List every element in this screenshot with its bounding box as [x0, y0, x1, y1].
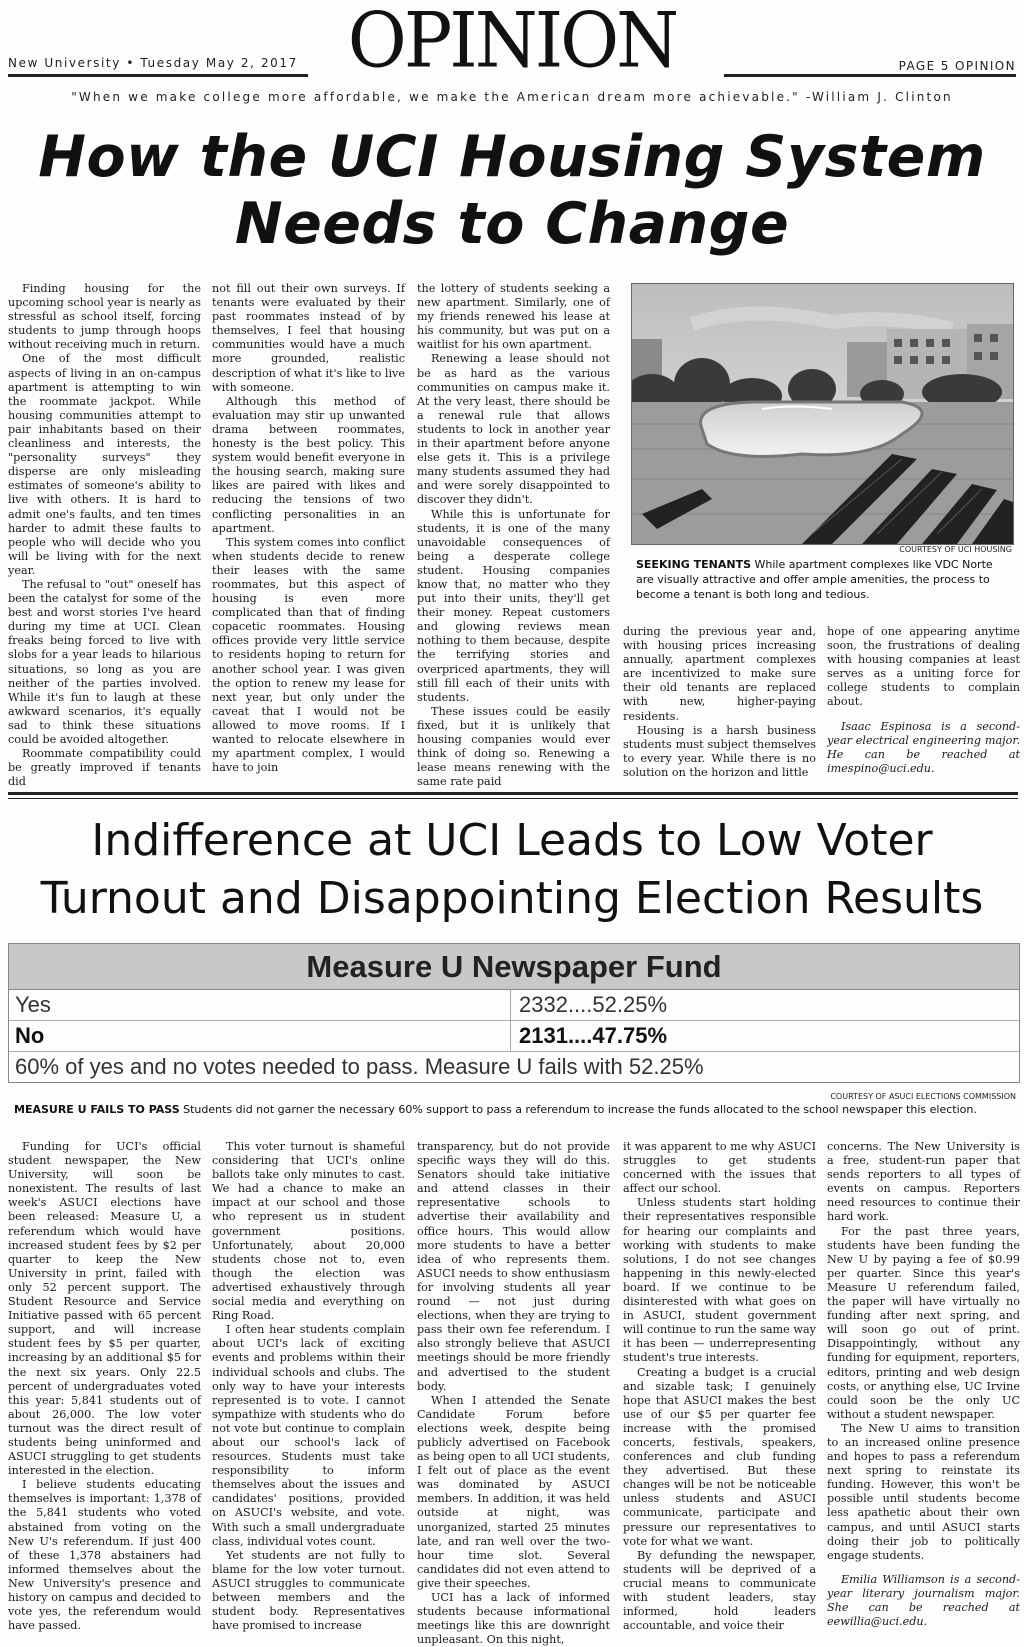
- caption-lead: MEASURE U FAILS TO PASS: [14, 1103, 180, 1116]
- paragraph: One of the most difficult aspects of living in an on-campus apartment is attempting to win the roommate jackpot. While housing communities attempt to pair inhabitants based on their cleanliness and interests, the "personality surveys" they disperse are only misleading estimates of someone's ability to live with others. It is hard to admit one's faults, and ten times harder to admit these faults to people who will decide who you will be living with for the next year.: [8, 352, 201, 577]
- paragraph: transparency, but do not provide specific ways they will do this. Senators should take initiative and attend classes in their representative schools to advertise their availability and office hours. This would allow more students to have a better idea of who represents them. ASUCI needs to show enthusiasm for involving students all year round — not just during elections, when they are trying to pass their own fee referendum. I also strongly believe that ASUCI meetings should be more friendly and advertised to the student body.: [417, 1140, 610, 1393]
- article2-column-2: [212, 1140, 405, 1633]
- paragraph: This system comes into conflict when students decide to renew their leases with the same roommates, but this aspect of housing is even more complicated than that of finding copacetic roommates. Housing offices provide very little service to residents hoping to return for another school year. I was given the option to renew my lease for next year, but only under the caveat that I would not be allowed to move rooms. If I wanted to relocate elsewhere in my apartment complex, I would have to join: [212, 535, 405, 775]
- table-row: [9, 990, 1019, 1021]
- paragraph: When I attended the Senate Candidate Forum before elections week, despite being publicly advertised on Facebook as being open to all UCI students, I felt out of place as the event was dominated by ASUCI members. In addition, it was held outside at night, was unorganized, started 25 minutes late, and ran well over the two-hour time slot. Several candidates did not even attend to give their speeches.: [417, 1393, 610, 1590]
- photo-caption: [636, 557, 1012, 602]
- article1-column-3: [417, 282, 610, 789]
- paragraph: This voter turnout is shameful considering that UCI's online ballots take only minutes to cast. We had a chance to make an impact at our school and those who represent us in student government positions. Unfortunately, about 20,000 students chose not to, even though the election was advertised exhaustively through social media and everything on Ring Road.: [212, 1140, 405, 1323]
- paragraph: The New U aims to transition to an increased online presence and hopes to pass a referendum next spring to reinstate its funding. However, this won't be possible until students become less apathetic about their own campus, and until ASUCI starts doing their job to politically engage students.: [827, 1421, 1020, 1562]
- paragraph: UCI has a lack of informed students because informational meetings like this are downright unpleasant. On this night,: [417, 1591, 610, 1647]
- article2-column-4: [623, 1140, 816, 1633]
- paragraph: Renewing a lease should not be as hard as the various communities on campus make it. At the very least, there should be a renewal rule that allows students to lock in another year in their apartment before anyone else gets it. This is a privilege many students assumed they had and were sorely disappointed to discover they didn't.: [417, 352, 610, 507]
- article2-headline: [0, 812, 1024, 928]
- paragraph: not fill out their own surveys. If tenants were evaluated by their past roommates instead of by themselves, I feel that housing communities would have a much more grounded, realistic description of what it's like to live with someone.: [212, 282, 405, 394]
- paragraph: concerns. The New University is a free, student-run paper that sends reporters to all types of events on campus. Reporters need resources to continue their hard work.: [827, 1140, 1020, 1224]
- article1-column-4: [623, 625, 816, 780]
- paragraph: I believe students educating themselves is important: 1,378 of the 5,841 students who voted abstained from voting on the New U's referendum. If just 400 of these 1,378 abstainers had informed themselves about the New University's presence and history on campus and decided to vote yes, the referendum would have passed.: [8, 1478, 201, 1633]
- paragraph: Although this method of evaluation may stir up unwanted drama between roommates, honesty is the best policy. This system would benefit everyone in the housing search, making sure likes are paired with likes and reducing the tensions of two conflicting personalities in an apartment.: [212, 394, 405, 535]
- paragraph: hope of one appearing anytime soon, the frustrations of dealing with housing companies at least serves as a uniting force for college students to complain about.: [827, 625, 1020, 709]
- table-caption: [14, 1102, 1018, 1117]
- section-title: OPINION: [347, 0, 677, 85]
- article2-column-1: [8, 1140, 201, 1633]
- masthead-rule-right: [724, 74, 1016, 77]
- election-results-table: [8, 943, 1020, 1083]
- paragraph: Unless students start holding their representatives responsible for hearing our complaints and working with students to make solutions, I do not see changes happening in this newly-elected board. If we continue to be disinterested with what goes on in ASUCI, student government will continue to run the same way it has been — underrepresenting student's true interests.: [623, 1196, 816, 1365]
- paragraph: Finding housing for the upcoming school year is nearly as stressful as school itself, forcing students to jump through hoops without receiving much in return.: [8, 282, 201, 352]
- paragraph: By defunding the newspaper, students will be deprived of a crucial means to communicate with student leaders, stay informed, hold leaders accountable, and voice their: [623, 1548, 816, 1633]
- paragraph: the lottery of students seeking a new apartment. Similarly, one of my friends renewed his lease at his community, but was put on a waitlist for his own apartment.: [417, 282, 610, 352]
- table-row: [9, 1021, 1019, 1052]
- paragraph: Funding for UCI's official student newspaper, the New University, will soon be nonexistent. The results of last week's ASUCI elections have been released: Measure U, a referendum which would have increased student fees by $2 per quarter to keep the New University in print, failed with only 52 percent support. The Student Resource and Service Initiative passed with 65 percent support, and will increase student fees by $5 per quarter, increasing by an additional $5 for the next six years. Only 22.5 percent of undergraduates voted this year: 5,841 students out of about 26,000. The low voter turnout was the direct result of students being uninformed and ASUCI struggling to get students interested in the election.: [8, 1140, 201, 1478]
- apartment-pool-photo: [631, 283, 1014, 545]
- paragraph: Creating a budget is a crucial and sizable task; I genuinely hope that ASUCI makes the best use of our $5 per quarter fee increase with the promised concerts, festivals, speakers, conferences and club funding they advertised. But these changes will be not be noticeable unless students and ASUCI communicate, participate and pressure our representatives to vote for what we want.: [623, 1365, 816, 1548]
- paragraph: The refusal to "out" oneself has been the catalyst for some of the best and worst stories I've heard during my time at UCI. Clean freaks being forced to live with slobs for a year leads to hilarious situations, so long as you are neither of the parties involved. While it's fun to laugh at these awkward scenarios, it's equally sad to think these situations could be avoided altogether.: [8, 577, 201, 746]
- article2-column-5: [827, 1140, 1020, 1629]
- table-cell-label: No: [9, 1021, 511, 1051]
- author-byline: Emilia Williamson is a second-year literary journalism major. She can be reached at eewillia@uci.edu.: [827, 1572, 1020, 1629]
- masthead-quote: "When we make college more affordable, we make the American dream more achievable." -William J. Clinton: [71, 90, 953, 104]
- paragraph: Housing is a harsh business students must subject themselves to every year. While there is no solution on the horizon and little: [623, 723, 816, 779]
- caption-lead: SEEKING TENANTS: [636, 558, 752, 571]
- article1-headline-line1: How the UCI Housing System: [38, 124, 986, 190]
- table-title: Measure U Newspaper Fund: [9, 944, 1019, 990]
- paragraph: I often hear students complain about UCI's lack of exciting events and problems within their individual schools and clubs. The only way to have your interests represented is to vote. I cannot sympathize with students who do not vote but continue to complain about our school's lack of resources. Students must take responsibility to inform themselves about the issues and candidates' positions, provided on ASUCI's website, and vote. With such a small undergraduate class, individual votes count.: [212, 1323, 405, 1548]
- table-cell-value: 2131....47.75%: [519, 1023, 668, 1048]
- article2-column-3: [417, 1140, 610, 1647]
- paragraph: Yet students are not fully to blame for the low voter turnout. ASUCI struggles to communicate between members and the student body. Representatives have promised to increase: [212, 1548, 405, 1633]
- author-byline: Isaac Espinosa is a second-year electrical engineering major. He can be reached at imespino@uci.edu.: [827, 719, 1020, 775]
- article2-headline-line2: Turnout and Disappointing Election Results: [40, 873, 984, 924]
- article1-column-2: [212, 282, 405, 775]
- article-divider: [8, 792, 1018, 795]
- paragraph: For the past three years, students have been funding the New U by paying a fee of $0.99 per quarter. Since this year's Measure U referendum failed, the paper will have virtually no funding after next spring, and will soon go out of print. Disappointingly, without any funding for equipment, reporters, editors, printing and web design costs, or anything else, UC Irvine could soon be the only UC without a student newspaper.: [827, 1224, 1020, 1421]
- paragraph: it was apparent to me why ASUCI struggles to get students concerned with the issues that affect our school.: [623, 1140, 816, 1196]
- table-cell-label: Yes: [9, 990, 511, 1020]
- table-cell-value: 2332....52.25%: [519, 992, 668, 1017]
- article1-column-5: [827, 625, 1020, 776]
- paragraph: While this is unfortunate for students, it is one of the many unavoidable consequences of being a desperate college student. Housing companies know that, no matter who they put into their units, they'll get their money. Repeat customers and glowing reviews mean nothing to them because, despite the terrifying stories and overpriced apartments, they will still fill each of their units with students.: [417, 507, 610, 704]
- article1-headline-line2: Needs to Change: [234, 191, 790, 257]
- caption-text: Students did not garner the necessary 60% support to pass a referendum to increase the funds allocated to the school newspaper this election.: [179, 1103, 977, 1116]
- paragraph: These issues could be easily fixed, but it is unlikely that housing companies would ever think of doing so. Renewing a lease means renewing with the same rate paid: [417, 704, 610, 789]
- issue-dateline: New University • Tuesday May 2, 2017: [8, 56, 298, 70]
- article-divider-thin: [8, 798, 1018, 799]
- article1-headline: [0, 124, 1024, 258]
- photo-credit: COURTESY OF UCI HOUSING: [899, 545, 1012, 554]
- caption-text: While apartment complexes like VDC Norte are visually attractive and offer ample amenities, the process to become a tenant is both long and tedious.: [636, 558, 993, 601]
- article1-column-1: [8, 282, 201, 789]
- table-credit: COURTESY OF ASUCI ELECTIONS COMMISSION: [830, 1092, 1016, 1101]
- paragraph: Roommate compatibility could be greatly improved if tenants did: [8, 747, 201, 789]
- page-number: PAGE 5 OPINION: [898, 59, 1016, 73]
- paragraph: during the previous year and, with housing prices increasing annually, apartment complexes are incentivized to make sure their old tenants are replaced with new, higher-paying residents.: [623, 625, 816, 723]
- article2-headline-line1: Indifference at UCI Leads to Low Voter: [91, 815, 933, 866]
- table-note: 60% of yes and no votes needed to pass. Measure U fails with 52.25%: [15, 1054, 704, 1079]
